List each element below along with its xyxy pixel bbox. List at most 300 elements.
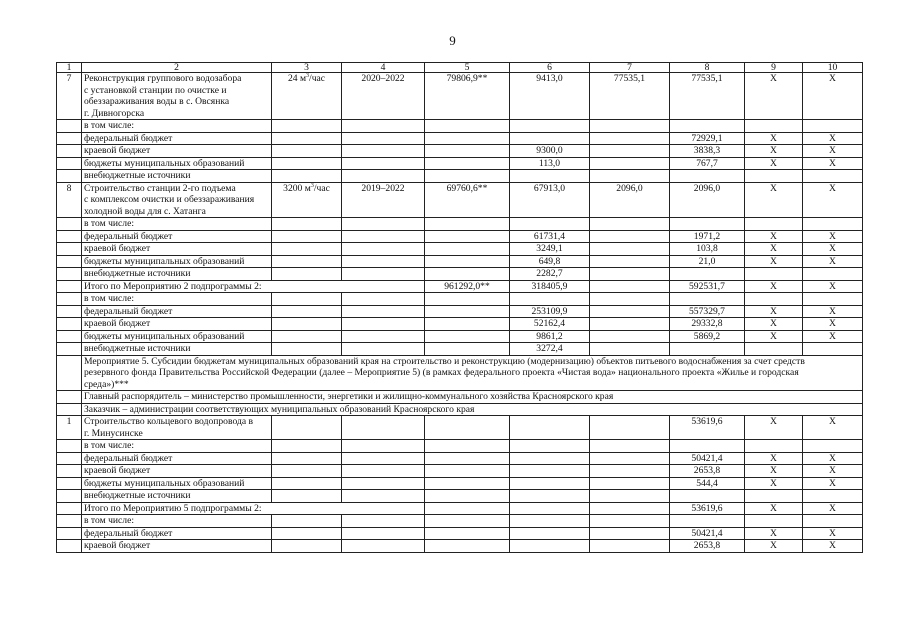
col9-cell: Х: [745, 540, 803, 553]
project-row: [57, 182, 863, 218]
capacity-cell: [272, 490, 342, 503]
col7-cell: [590, 330, 670, 343]
capacity-cell: [272, 416, 342, 440]
col5-cell: 79806,9**: [425, 73, 510, 120]
col6-cell: [510, 440, 590, 453]
col9-cell: Х: [745, 330, 803, 343]
col10-cell: Х: [803, 182, 863, 218]
funding-row: [57, 255, 863, 268]
period-cell: [342, 157, 425, 170]
funding-label: бюджеты муниципальных образований: [82, 330, 272, 343]
col10-cell: Х: [803, 452, 863, 465]
col5-cell: [425, 477, 510, 490]
period-cell: [342, 132, 425, 145]
col8-cell: [670, 268, 745, 281]
col9-cell: Х: [745, 477, 803, 490]
project-name-line: г. Дивногорска: [84, 107, 145, 119]
col9-cell: Х: [745, 465, 803, 478]
period-cell: [342, 343, 425, 356]
funding-row: [57, 490, 863, 503]
col8-cell: 767,7: [670, 157, 745, 170]
col5-cell: [425, 120, 510, 133]
col5-cell: [425, 170, 510, 183]
funding-row: [57, 170, 863, 183]
col9-cell: [745, 343, 803, 356]
col10-cell: Х: [803, 255, 863, 268]
col10-cell: Х: [803, 502, 863, 515]
period-cell: [342, 170, 425, 183]
funding-row: [57, 465, 863, 478]
project-name-line: г. Минусинске: [84, 427, 143, 439]
funding-label: федеральный бюджет: [82, 452, 272, 465]
col7-cell: [590, 243, 670, 256]
period-cell: [342, 243, 425, 256]
col7-cell: [590, 268, 670, 281]
row-number: [57, 440, 82, 453]
col6-cell: 9861,2: [510, 330, 590, 343]
col8-cell: 21,0: [670, 255, 745, 268]
col7-cell: [590, 293, 670, 306]
col10-cell: [803, 343, 863, 356]
col7-cell: [590, 280, 670, 293]
capacity-cell: [272, 230, 342, 243]
header-cell: 2: [82, 63, 272, 73]
period-cell: 2020–2022: [342, 73, 425, 120]
row-number: [57, 230, 82, 243]
col5-cell: [425, 157, 510, 170]
col10-cell: Х: [803, 527, 863, 540]
capacity-cell: [272, 145, 342, 158]
header-cell: 10: [803, 63, 863, 73]
col5-cell: [425, 330, 510, 343]
col10-cell: Х: [803, 416, 863, 440]
total-label: Итого по Мероприятию 5 подпрограммы 2:: [82, 502, 425, 515]
col9-cell: Х: [745, 305, 803, 318]
col8-cell: 77535,1: [670, 73, 745, 120]
total-label: Итого по Мероприятию 2 подпрограммы 2:: [82, 280, 425, 293]
col8-cell: 53619,6: [670, 416, 745, 440]
capacity-unit: /час: [313, 182, 330, 194]
capacity-cell: [272, 243, 342, 256]
funding-label: краевой бюджет: [82, 145, 272, 158]
period-cell: [342, 255, 425, 268]
period-cell: [342, 230, 425, 243]
col10-cell: Х: [803, 230, 863, 243]
col10-cell: [803, 170, 863, 183]
col10-cell: [803, 218, 863, 231]
col8-cell: 5869,2: [670, 330, 745, 343]
col7-cell: [590, 157, 670, 170]
header-row: [57, 63, 863, 73]
period-cell: [342, 145, 425, 158]
funding-label: федеральный бюджет: [82, 230, 272, 243]
col6-cell: [510, 540, 590, 553]
funding-row: [57, 318, 863, 331]
row-number: [57, 490, 82, 503]
col8-cell: 103,8: [670, 243, 745, 256]
page-number: 9: [449, 33, 456, 48]
capacity-superscript: 3: [310, 182, 314, 189]
capacity-cell: [272, 465, 342, 478]
funding-label: внебюджетные источники: [82, 170, 272, 183]
col9-cell: Х: [745, 243, 803, 256]
capacity-cell: [272, 268, 342, 281]
funding-row: [57, 343, 863, 356]
col5-cell: [425, 465, 510, 478]
col8-cell: 592531,7: [670, 280, 745, 293]
project-name: [82, 182, 272, 218]
col8-cell: 1971,2: [670, 230, 745, 243]
period-cell: [342, 465, 425, 478]
col5-cell: [425, 255, 510, 268]
period-cell: [342, 218, 425, 231]
capacity-cell: [272, 540, 342, 553]
funding-label: в том числе:: [82, 515, 272, 528]
period-cell: [342, 527, 425, 540]
col5-cell: 69760,6**: [425, 182, 510, 218]
row-number: [57, 243, 82, 256]
period-cell: [342, 490, 425, 503]
col10-cell: Х: [803, 465, 863, 478]
col6-cell: 52162,4: [510, 318, 590, 331]
col6-cell: 253109,9: [510, 305, 590, 318]
col10-cell: Х: [803, 145, 863, 158]
funding-row: [57, 132, 863, 145]
capacity-cell: [272, 255, 342, 268]
col6-cell: [510, 502, 590, 515]
capacity-value: 3200 м: [283, 182, 311, 194]
row-number: 1: [57, 416, 82, 440]
col5-cell: [425, 132, 510, 145]
row-number: [57, 280, 82, 293]
funding-row: [57, 440, 863, 453]
row-number: [57, 255, 82, 268]
event-title-line: резервного фонда Правительства Российской Федерации (далее – Мероприятие 5) (в рамках федерального проекта «Чистая вода» национального проекта «Жилье и городская: [84, 367, 799, 378]
col8-cell: [670, 218, 745, 231]
col9-cell: [745, 515, 803, 528]
capacity-cell: [272, 157, 342, 170]
row-number: [57, 477, 82, 490]
col7-cell: [590, 452, 670, 465]
capacity-cell: [272, 182, 342, 218]
col7-cell: [590, 318, 670, 331]
funding-row: [57, 268, 863, 281]
row-number: [57, 527, 82, 540]
budget-table: [56, 62, 863, 553]
row-number: [57, 355, 82, 391]
col10-cell: [803, 120, 863, 133]
funding-row: [57, 540, 863, 553]
col6-cell: 9300,0: [510, 145, 590, 158]
period-cell: [342, 293, 425, 306]
col9-cell: Х: [745, 157, 803, 170]
col8-cell: 50421,4: [670, 527, 745, 540]
col7-cell: [590, 305, 670, 318]
col8-cell: 2096,0: [670, 182, 745, 218]
col9-cell: Х: [745, 280, 803, 293]
col6-cell: 3249,1: [510, 243, 590, 256]
funding-row: [57, 218, 863, 231]
row-number: [57, 343, 82, 356]
col8-cell: [670, 515, 745, 528]
col9-cell: [745, 218, 803, 231]
project-name: [82, 73, 272, 120]
col8-cell: [670, 170, 745, 183]
period-cell: [342, 540, 425, 553]
funding-row: [57, 120, 863, 133]
col9-cell: Х: [745, 182, 803, 218]
row-number: [57, 318, 82, 331]
period-cell: [342, 416, 425, 440]
project-name-line: с комплексом очистки и обеззараживания: [84, 194, 255, 205]
col7-cell: [590, 132, 670, 145]
period-cell: [342, 477, 425, 490]
col7-cell: [590, 230, 670, 243]
project-name: [82, 416, 272, 440]
funding-row: [57, 293, 863, 306]
funding-label: краевой бюджет: [82, 540, 272, 553]
col9-cell: [745, 490, 803, 503]
col9-cell: Х: [745, 145, 803, 158]
col10-cell: Х: [803, 280, 863, 293]
capacity-cell: [272, 218, 342, 231]
capacity-cell: [272, 343, 342, 356]
event-title-line: Мероприятие 5. Субсидии бюджетам муниципальных образований края на строительство и реконструкцию (модернизацию) объектов питьевого водоснабжения за счет средств: [84, 355, 805, 367]
col5-cell: [425, 230, 510, 243]
col6-cell: 2282,7: [510, 268, 590, 281]
row-number: 8: [57, 182, 82, 218]
col8-cell: 2653,8: [670, 540, 745, 553]
col7-cell: [590, 343, 670, 356]
col9-cell: Х: [745, 416, 803, 440]
col5-cell: [425, 540, 510, 553]
customer-text: Заказчик – администрации соответствующих муниципальных образований Красноярского края: [82, 403, 863, 416]
capacity-cell: [272, 120, 342, 133]
row-number: [57, 305, 82, 318]
col7-cell: [590, 490, 670, 503]
col5-cell: [425, 502, 510, 515]
row-number: [57, 268, 82, 281]
period-cell: [342, 452, 425, 465]
project-row: [57, 73, 863, 120]
header-cell: 1: [57, 63, 82, 73]
col8-cell: 557329,7: [670, 305, 745, 318]
funding-row: [57, 515, 863, 528]
row-number: [57, 391, 82, 404]
row-number: [57, 157, 82, 170]
project-name-line: обеззараживания воды в с. Овсянка: [84, 96, 230, 107]
col6-cell: 67913,0: [510, 182, 590, 218]
col9-cell: Х: [745, 452, 803, 465]
col6-cell: [510, 465, 590, 478]
event-title-line: среда»)***: [84, 378, 129, 390]
funding-label: в том числе:: [82, 218, 272, 231]
col6-cell: [510, 490, 590, 503]
row-number: [57, 540, 82, 553]
col6-cell: [510, 170, 590, 183]
project-name-line: Строительство станции 2-го подъема: [84, 182, 236, 194]
manager-text: Главный распорядитель – министерство промышленности, энергетики и жилищно-коммунального хозяйства Красноярского края: [82, 391, 863, 404]
col7-cell: [590, 440, 670, 453]
funding-label: краевой бюджет: [82, 465, 272, 478]
project-name-line: Реконструкция группового водозабора: [84, 73, 242, 84]
col6-cell: [510, 293, 590, 306]
col6-cell: 3272,4: [510, 343, 590, 356]
col7-cell: [590, 255, 670, 268]
funding-row: [57, 330, 863, 343]
row-number: [57, 120, 82, 133]
capacity-cell: [272, 330, 342, 343]
funding-row: [57, 452, 863, 465]
col6-cell: 113,0: [510, 157, 590, 170]
period-cell: [342, 268, 425, 281]
col6-cell: [510, 218, 590, 231]
header-cell: 8: [670, 63, 745, 73]
col5-cell: [425, 293, 510, 306]
col10-cell: Х: [803, 318, 863, 331]
col9-cell: Х: [745, 230, 803, 243]
col9-cell: [745, 293, 803, 306]
capacity-cell: [272, 305, 342, 318]
capacity-superscript: 3: [306, 72, 310, 79]
capacity-cell: [272, 318, 342, 331]
col6-cell: 61731,4: [510, 230, 590, 243]
funding-label: бюджеты муниципальных образований: [82, 477, 272, 490]
funding-label: внебюджетные источники: [82, 490, 272, 503]
funding-label: федеральный бюджет: [82, 527, 272, 540]
col5-cell: [425, 527, 510, 540]
funding-label: в том числе:: [82, 120, 272, 133]
funding-label: краевой бюджет: [82, 318, 272, 331]
col5-cell: [425, 490, 510, 503]
col9-cell: Х: [745, 132, 803, 145]
col8-cell: 544,4: [670, 477, 745, 490]
col10-cell: Х: [803, 305, 863, 318]
col6-cell: [510, 515, 590, 528]
funding-row: [57, 305, 863, 318]
col7-cell: [590, 145, 670, 158]
col8-cell: 72929,1: [670, 132, 745, 145]
capacity-value: 24 м: [287, 73, 307, 84]
header-cell: 3: [272, 63, 342, 73]
capacity-unit: /час: [309, 73, 326, 84]
funding-row: [57, 243, 863, 256]
col8-cell: [670, 343, 745, 356]
row-number: 7: [57, 73, 82, 120]
col9-cell: Х: [745, 527, 803, 540]
col7-cell: 2096,0: [590, 182, 670, 218]
col7-cell: [590, 120, 670, 133]
col10-cell: Х: [803, 540, 863, 553]
row-number: [57, 515, 82, 528]
period-cell: [342, 120, 425, 133]
col8-cell: [670, 293, 745, 306]
col8-cell: 29332,8: [670, 318, 745, 331]
row-number: [57, 170, 82, 183]
col10-cell: [803, 293, 863, 306]
col7-cell: [590, 540, 670, 553]
col5-cell: [425, 416, 510, 440]
col5-cell: [425, 243, 510, 256]
row-number: [57, 132, 82, 145]
col9-cell: [745, 440, 803, 453]
col7-cell: [590, 218, 670, 231]
project-row: [57, 416, 863, 440]
col10-cell: [803, 440, 863, 453]
capacity-cell: [272, 527, 342, 540]
funding-row: [57, 527, 863, 540]
col5-cell: [425, 305, 510, 318]
funding-label: внебюджетные источники: [82, 343, 272, 356]
col7-cell: [590, 515, 670, 528]
funding-row: [57, 157, 863, 170]
funding-label: краевой бюджет: [82, 243, 272, 256]
capacity-cell: [272, 515, 342, 528]
col5-cell: [425, 452, 510, 465]
row-number: [57, 465, 82, 478]
total-row: [57, 502, 863, 515]
row-number: [57, 293, 82, 306]
funding-row: [57, 477, 863, 490]
col5-cell: [425, 218, 510, 231]
col7-cell: [590, 170, 670, 183]
col5-cell: [425, 145, 510, 158]
funding-label: в том числе:: [82, 293, 272, 306]
period-cell: [342, 305, 425, 318]
funding-label: федеральный бюджет: [82, 305, 272, 318]
capacity-cell: [272, 73, 342, 120]
header-cell: 7: [590, 63, 670, 73]
col6-cell: 9413,0: [510, 73, 590, 120]
period-cell: [342, 318, 425, 331]
period-cell: 2019–2022: [342, 182, 425, 218]
col9-cell: Х: [745, 255, 803, 268]
col7-cell: [590, 502, 670, 515]
row-number: [57, 502, 82, 515]
col6-cell: [510, 452, 590, 465]
col5-cell: 961292,0**: [425, 280, 510, 293]
col7-cell: 77535,1: [590, 73, 670, 120]
row-number: [57, 452, 82, 465]
row-number: [57, 145, 82, 158]
col9-cell: Х: [745, 318, 803, 331]
col9-cell: Х: [745, 73, 803, 120]
header-cell: 9: [745, 63, 803, 73]
period-cell: [342, 515, 425, 528]
col6-cell: [510, 477, 590, 490]
project-name-line: холодной воды для с. Хатанга: [84, 205, 206, 217]
project-name-line: с установкой станции по очистке и: [84, 84, 227, 96]
col7-cell: [590, 477, 670, 490]
col7-cell: [590, 416, 670, 440]
capacity-cell: [272, 293, 342, 306]
funding-label: бюджеты муниципальных образований: [82, 157, 272, 170]
col5-cell: [425, 318, 510, 331]
total-row: [57, 280, 863, 293]
row-number: [57, 403, 82, 416]
funding-row: [57, 230, 863, 243]
funding-label: бюджеты муниципальных образований: [82, 255, 272, 268]
col10-cell: [803, 490, 863, 503]
col7-cell: [590, 465, 670, 478]
col8-cell: 3838,3: [670, 145, 745, 158]
period-cell: [342, 330, 425, 343]
col10-cell: [803, 515, 863, 528]
col7-cell: [590, 527, 670, 540]
capacity-cell: [272, 170, 342, 183]
col8-cell: 50421,4: [670, 452, 745, 465]
funding-label: внебюджетные источники: [82, 268, 272, 281]
